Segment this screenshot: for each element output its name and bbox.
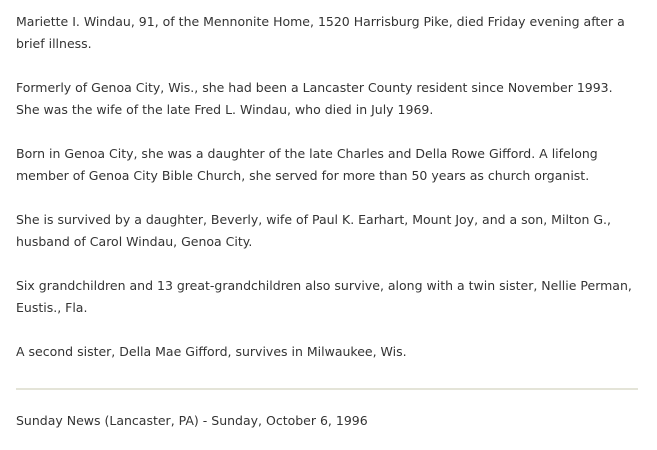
obituary-paragraph-5: Six grandchildren and 13 great-grandchildren also survive, along with a twin sister, Nellie Perman, Eustis., Fla. [16,278,632,315]
obituary-paragraph-1: Mariette I. Windau, 91, of the Mennonite Home, 1520 Harrisburg Pike, died Friday evening after a brief illness. [16,14,625,51]
obituary-body [16,11,638,385]
obituary-paragraph-3: Born in Genoa City, she was a daughter of the late Charles and Della Rowe Gifford. A lifelong member of Genoa City Bible Church, she served for more than 50 years as church organist. [16,146,598,183]
section-divider [16,388,638,390]
obituary-paragraph-6: A second sister, Della Mae Gifford, survives in Milwaukee, Wis. [16,344,407,359]
obituary-paragraph-2: Formerly of Genoa City, Wis., she had been a Lancaster County resident since November 1993. She was the wife of the late Fred L. Windau, who died in July 1969. [16,80,613,117]
obituary-paragraph-4: She is survived by a daughter, Beverly, wife of Paul K. Earhart, Mount Joy, and a son, Milton G., husband of Carol Windau, Genoa City. [16,212,611,249]
source-citation: Sunday News (Lancaster, PA) - Sunday, October 6, 1996 [16,413,368,428]
